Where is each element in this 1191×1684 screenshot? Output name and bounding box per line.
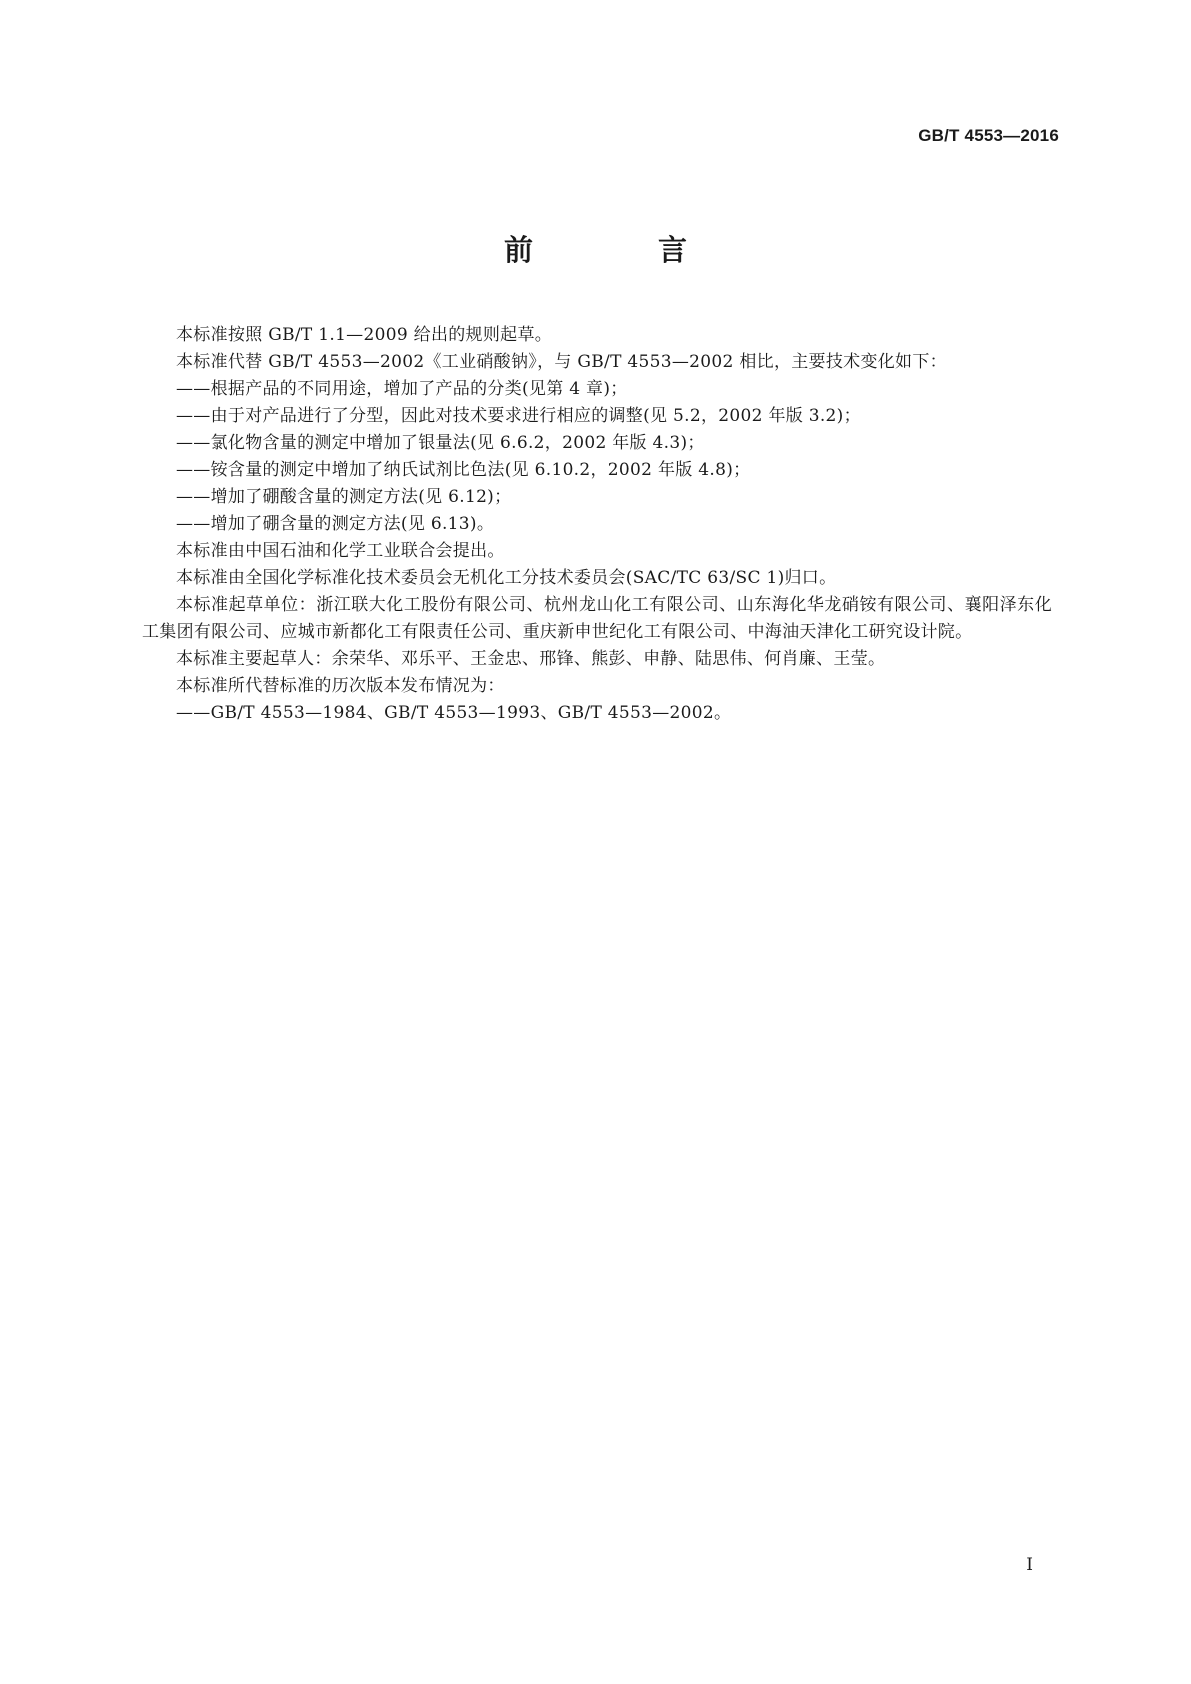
paragraph-change-3: ——氯化物含量的测定中增加了银量法(见 6.6.2，2002 年版 4.3)； [176,433,705,453]
paragraph-change-6: ——增加了硼含量的测定方法(见 6.13)。 [176,514,495,534]
paragraph-managed-by: 本标准由全国化学标准化技术委员会无机化工分技术委员会(SAC/TC 63/SC 1)归口。 [176,568,837,588]
page-number: I [1026,1555,1033,1575]
paragraph-change-4: ——铵含量的测定中增加了纳氏试剂比色法(见 6.10.2，2002 年版 4.8)； [176,460,751,480]
paragraph-proposed-by: 本标准由中国石油和化学工业联合会提出。 [176,541,505,561]
paragraph-history-list: ——GB/T 4553—1984、GB/T 4553—1993、GB/T 4553—2002。 [176,703,732,723]
foreword-body [142,322,1052,727]
paragraph-change-1: ——根据产品的不同用途，增加了产品的分类(见第 4 章)； [176,379,628,399]
paragraph-change-5: ——增加了硼酸含量的测定方法(见 6.12)； [176,487,512,507]
paragraph-drafting-units: 本标准起草单位：浙江联大化工股份有限公司、杭州龙山化工有限公司、山东海化华龙硝铵有限公司、襄阳泽东化工集团有限公司、应城市新都化工有限责任公司、重庆新申世纪化工有限公司、中海油天津化工研究设计院。 [142,595,1052,642]
paragraph-drafting-rules: 本标准按照 GB/T 1.1—2009 给出的规则起草。 [176,325,553,345]
paragraph-drafters: 本标准主要起草人：余荣华、邓乐平、王金忠、邢锋、熊彭、申静、陆思伟、何肖廉、王莹。 [176,649,886,669]
paragraph-history-intro: 本标准所代替标准的历次版本发布情况为： [176,676,505,696]
paragraph-change-2: ——由于对产品进行了分型，因此对技术要求进行相应的调整(见 5.2，2002 年版 3.2)； [176,406,861,426]
page-title: 前 言 [503,233,735,267]
standard-code: GB/T 4553—2016 [918,126,1059,145]
paragraph-replaces: 本标准代替 GB/T 4553—2002《工业硝酸钠》，与 GB/T 4553—2002 相比，主要技术变化如下： [176,352,947,372]
